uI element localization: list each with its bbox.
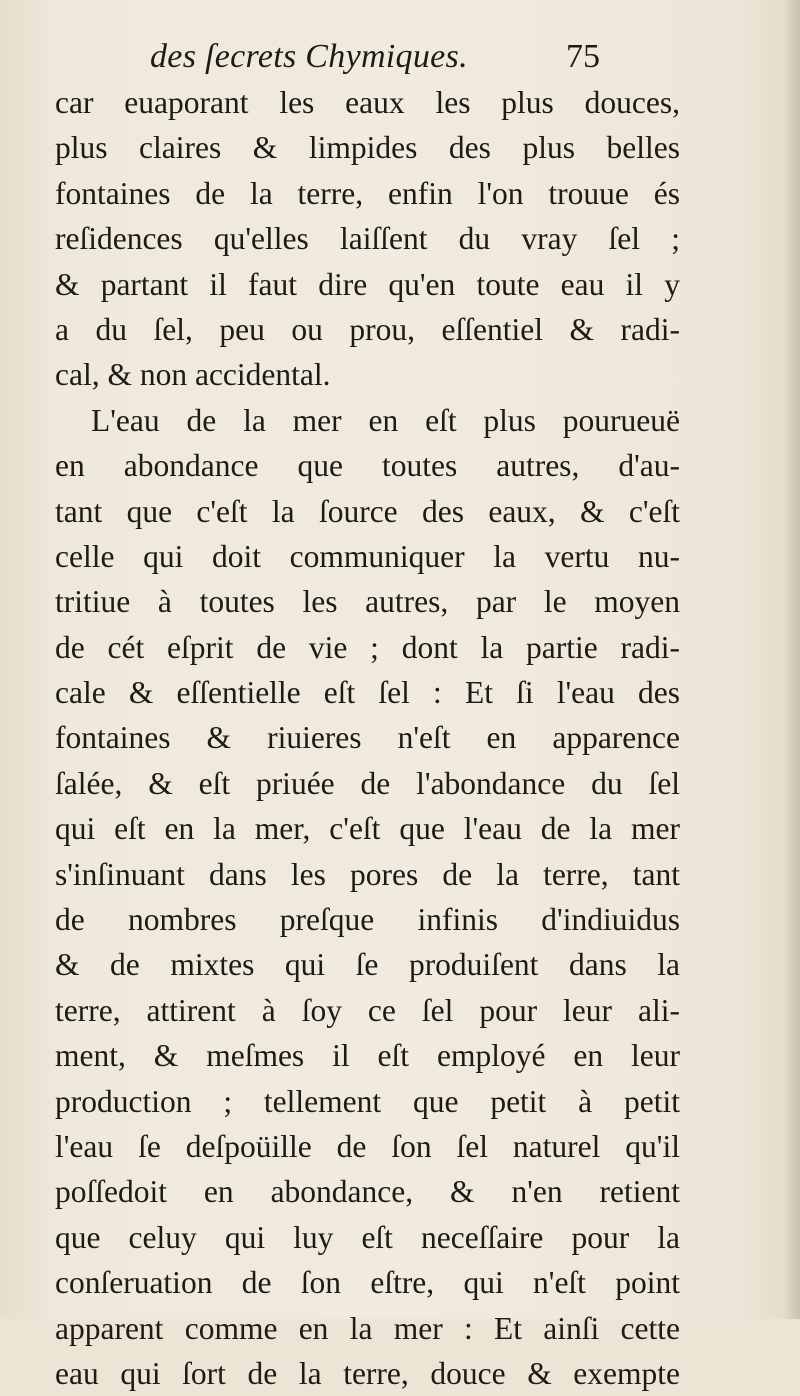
text-line: celle qui doit communiquer la vertu nu- [55, 538, 680, 574]
body-text [55, 80, 680, 1396]
text-line: qui eſt en la mer, c'eſt que l'eau de la mer [55, 811, 680, 847]
text-line: ment, & meſmes il eſt employé en leur [55, 1038, 680, 1074]
page-fold-shadow [784, 0, 800, 1319]
text-line: a du ſel, peu ou prou, eſſentiel & radi- [55, 311, 680, 347]
text-line: poſſedoit en abondance, & n'en retient [55, 1174, 680, 1210]
page-header [150, 32, 600, 82]
text-line: que celuy qui luy eſt neceſſaire pour la [55, 1219, 680, 1255]
text-line: cal, & non accidental. [55, 357, 331, 393]
text-line: conſeruation de ſon eſtre, qui n'eſt point [55, 1265, 680, 1301]
page-number: 75 [566, 38, 600, 75]
text-line: en abondance que toutes autres, d'au- [55, 448, 680, 484]
text-line: fontaines & riuieres n'eſt en apparence [55, 720, 680, 756]
text-line: tant que c'eſt la ſource des eaux, & c'eſt [55, 493, 680, 529]
text-line: & partant il faut dire qu'en toute eau il y [55, 266, 680, 302]
text-line: s'inſinuant dans les pores de la terre, tant [55, 856, 680, 892]
text-line: plus claires & limpides des plus belles [55, 130, 680, 166]
text-line: fontaines de la terre, enfin l'on trouue és [55, 175, 680, 211]
text-line: de nombres preſque infinis d'indiuidus [55, 902, 680, 938]
text-line: car euaporant les eaux les plus douces, [55, 85, 680, 120]
text-line: l'eau ſe deſpoüille de ſon ſel naturel qu'il [55, 1128, 680, 1164]
text-line: reſidences qu'elles laiſſent du vray ſel ; [55, 221, 680, 257]
text-line: terre, attirent à ſoy ce ſel pour leur ali- [55, 992, 680, 1028]
running-head: des ſecrets Chymiques. [150, 38, 468, 75]
text-line: ſalée, & eſt priuée de l'abondance du ſel [55, 765, 680, 801]
paragraph-start-line: L'eau de la mer en eſt plus pourueuë [91, 402, 680, 438]
text-line: cale & eſſentielle eſt ſel : Et ſi l'eau des [55, 675, 680, 711]
text-line: tritiue à toutes les autres, par le moyen [55, 584, 680, 620]
text-line: production ; tellement que petit à petit [55, 1083, 680, 1119]
text-line: eau qui ſort de la terre, douce & exempte [55, 1355, 680, 1391]
text-line: apparent comme en la mer : Et ainſi cette [55, 1310, 680, 1346]
text-line: & de mixtes qui ſe produiſent dans la [55, 947, 680, 983]
text-line: de cét eſprit de vie ; dont la partie radi- [55, 629, 680, 665]
